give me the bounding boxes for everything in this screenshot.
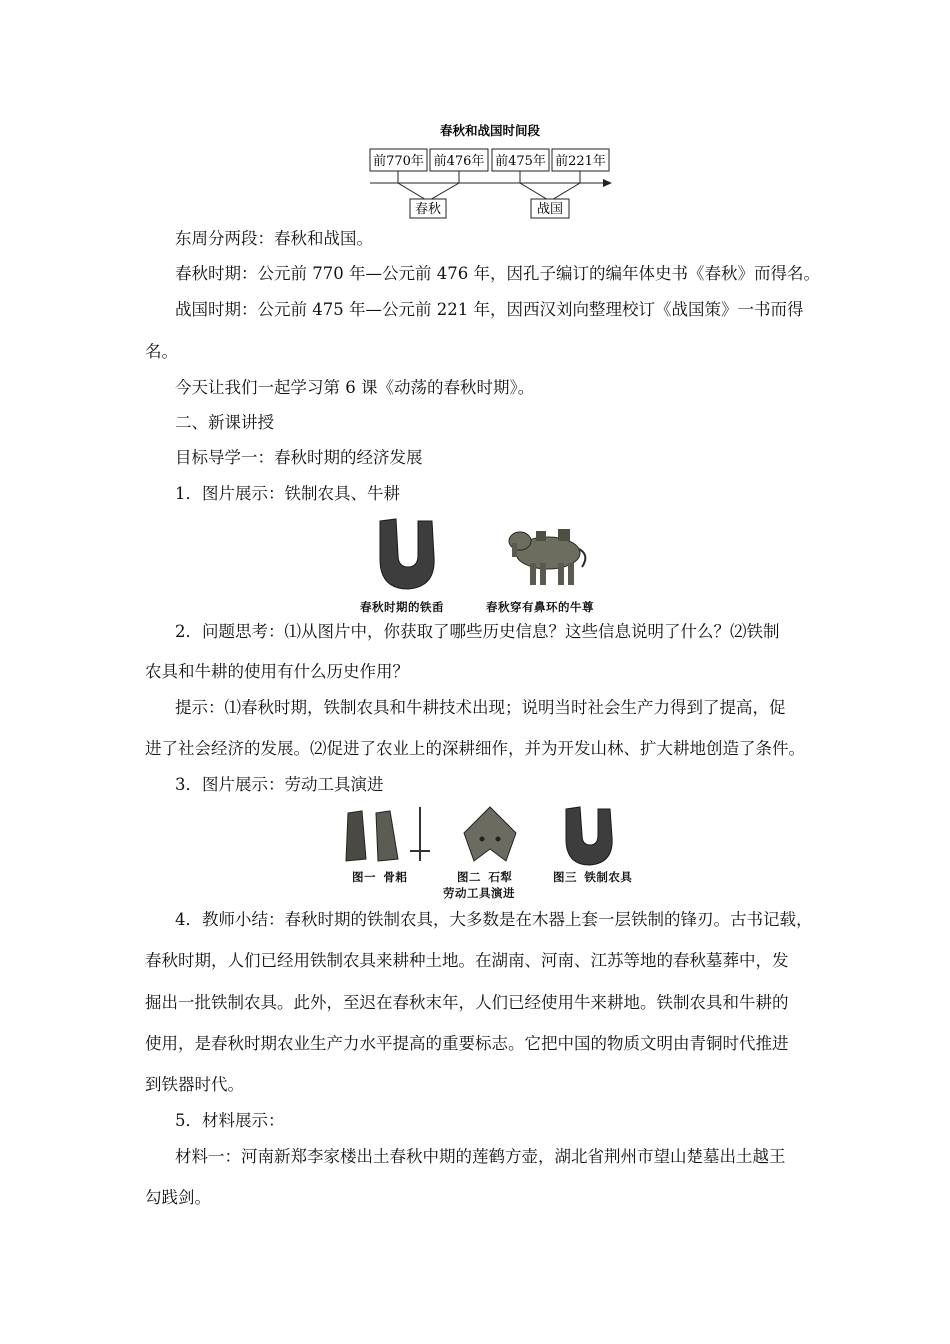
paragraph: 战国时期：公元前 475 年—公元前 221 年，因西汉刘向整理校订《战国策》一书而得: [175, 300, 804, 319]
connector-zhanguo: [520, 171, 580, 201]
paragraph: 名。: [145, 342, 178, 361]
stone-plough-icon: [464, 807, 516, 861]
figure-iron-tools: [360, 515, 630, 615]
figure-caption-stone-plough: 图二 石犁: [457, 870, 513, 884]
paragraph: 东周分两段：春秋和战国。: [175, 229, 373, 248]
figure-caption-iron-tool: 图三 铁制农具: [553, 870, 633, 884]
period-label-zhanguo: 战国: [536, 202, 564, 217]
paragraph: 春秋时期：公元前 770 年—公元前 476 年，因孔子编订的编年体史书《春秋》而得名。: [175, 264, 820, 283]
bone-spade-icon: [346, 807, 430, 861]
figure-tool-evolution: [340, 805, 660, 905]
paragraph: 4．教师小结：春秋时期的铁制农具，大多数是在木器上套一层铁制的锋刃。古书记载，: [175, 910, 813, 929]
paragraph: 材料一：河南新郑李家楼出土春秋中期的莲鹤方壶，湖北省荆州市望山楚墓出土越王: [175, 1147, 786, 1166]
connector-chunqiu: [398, 171, 459, 201]
paragraph: 进了社会经济的发展。⑵促进了农业上的深耕细作，并为开发山林、扩大耕地创造了条件。: [145, 739, 805, 758]
paragraph: 5．材料展示：: [175, 1111, 285, 1130]
date-label-3: 前475年: [495, 154, 546, 169]
paragraph: 到铁器时代。: [145, 1075, 244, 1094]
figure-caption-ox-zun: 春秋穿有鼻环的牛尊: [486, 600, 594, 614]
subsection-heading: 目标导学一：春秋时期的经济发展: [175, 448, 423, 467]
timeline-diagram: [368, 118, 613, 223]
timeline-title: 春秋和战国时间段: [439, 123, 541, 138]
paragraph: 今天让我们一起学习第 6 课《动荡的春秋时期》。: [175, 378, 535, 397]
paragraph: 3．图片展示：劳动工具演进: [175, 775, 384, 794]
paragraph: 勾践剑。: [145, 1188, 211, 1207]
paragraph: 农具和牛耕的使用有什么历史作用？: [145, 662, 409, 681]
date-label-1: 前770年: [373, 154, 424, 169]
figure-iron-tools-drawing: [368, 515, 630, 597]
timeline-svg: [368, 118, 613, 223]
iron-tool-icon: [566, 807, 612, 865]
date-label-2: 前476年: [433, 154, 485, 169]
iron-spade-icon: [380, 519, 434, 589]
figure-caption-bone-spade: 图一 骨耜: [352, 870, 408, 884]
paragraph: 2．问题思考：⑴从图片中，你获取了哪些历史信息？这些信息说明了什么？⑵铁制: [175, 622, 780, 641]
date-label-4: 前221年: [555, 154, 606, 169]
figure-caption-iron-spade: 春秋时期的铁臿: [360, 600, 444, 614]
figure-tool-evolution-drawing: [340, 805, 660, 867]
paragraph: 提示：⑴春秋时期，铁制农具和牛耕技术出现；说明当时社会生产力得到了提高，促: [175, 698, 786, 717]
paragraph: 掘出一批铁制农具。此外，至迟在春秋末年，人们已经使用牛来耕地。铁制农具和牛耕的: [145, 993, 789, 1012]
period-label-chunqiu: 春秋: [414, 202, 442, 217]
paragraph: 1．图片展示：铁制农具、牛耕: [175, 484, 400, 503]
ox-zun-icon: [509, 529, 585, 585]
paragraph: 使用，是春秋时期农业生产力水平提高的重要标志。它把中国的物质文明由青铜时代推进: [145, 1034, 789, 1053]
paragraph: 春秋时期，人们已经用铁制农具来耕种土地。在湖南、河南、江苏等地的春秋墓葬中，发: [145, 951, 789, 970]
timeline-arrow-icon: [603, 179, 612, 187]
section-heading: 二、新课讲授: [175, 413, 274, 432]
figure-title-tool-evolution: 劳动工具演进: [443, 886, 515, 900]
